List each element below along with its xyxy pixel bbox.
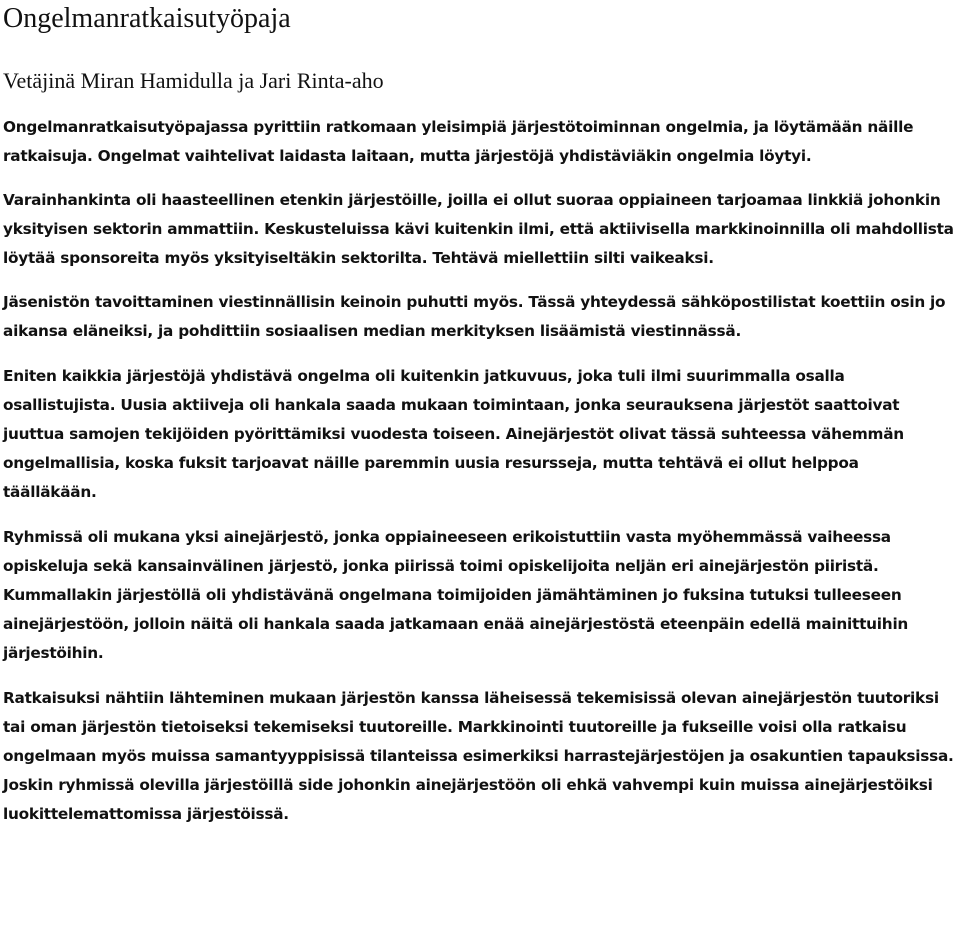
paragraph-fundraising: Varainhankinta oli haasteellinen etenkin järjestöille, joilla ei ollut suoraa oppiaineen tarjoamaa linkkiä johonkin yksityisen sektorin ammattiin. Keskusteluissa kävi kuitenkin ilmi, että aktiivisella markkinoinnilla oli mahdollista löytää sponsoreita myös yksityiseltäkin sektorilta. Tehtävä miellettiin silti vaikeaksi.: [3, 191, 954, 267]
document-page: [3, 0, 957, 829]
paragraph-solution: Ratkaisuksi nähtiin lähteminen mukaan järjestön kanssa läheisessä tekemisissä olevan ainejärjestön tuutoriksi tai oman järjestön tietoiseksi tekemiseksi tuutoreille. Markkinointi tuutoreille ja fukseille voisi olla ratkaisu ongelmaan myös muissa samantyyppisissä tilanteissa esimerkiksi harrastejärjestöjen ja osakuntien tapauksissa. Joskin ryhmissä olevilla järjestöillä side johonkin ainejärjestöön oli ehkä vahvempi kuin muissa ainejärjestöiksi luokittelemattomissa järjestöissä.: [3, 689, 954, 823]
page-subtitle: Vetäjinä Miran Hamidulla ja Jari Rinta-aho: [3, 68, 384, 93]
document-body: [3, 113, 957, 829]
paragraph-continuity: Eniten kaikkia järjestöjä yhdistävä ongelma oli kuitenkin jatkuvuus, joka tuli ilmi suurimmalla osalla osallistujista. Uusia aktiiveja oli hankala saada mukaan toimintaan, jonka seurauksena järjestöt saattoivat juuttua samojen tekijöiden pyörittämiksi vuodesta toiseen. Ainejärjestöt olivat tässä suhteessa vähemmän ongelmallisia, koska fuksit tarjoavat näille paremmin uusia resursseja, mutta tehtävä ei ollut helppoa täälläkään.: [3, 367, 904, 501]
paragraph-communication: Jäsenistön tavoittaminen viestinnällisin keinoin puhutti myös. Tässä yhteydessä sähköpostilistat koettiin osin jo aikansa eläneiksi, ja pohdittiin sosiaalisen median merkityksen lisäämistä viestinnässä.: [3, 293, 946, 340]
paragraph-groups: Ryhmissä oli mukana yksi ainejärjestö, jonka oppiaineeseen erikoistuttiin vasta myöhemmässä vaiheessa opiskeluja sekä kansainvälinen järjestö, jonka piirissä toimi opiskelijoita neljän eri ainejärjestön piiristä. Kummallakin järjestöllä oli yhdistävänä ongelmana toimijoiden jämähtäminen jo fuksina tutuksi tulleeseen ainejärjestöön, jolloin näitä oli hankala saada jatkamaan enää ainejärjestöstä eteenpäin edellä mainittuihin järjestöihin.: [3, 528, 909, 662]
paragraph-intro: Ongelmanratkaisutyöpajassa pyrittiin ratkomaan yleisimpiä järjestötoiminnan ongelmia, ja löytämään näille ratkaisuja. Ongelmat vaihtelivat laidasta laitaan, mutta järjestöjä yhdistäviäkin ongelmia löytyi.: [3, 118, 914, 165]
page-title: Ongelmanratkaisutyöpaja: [3, 3, 291, 34]
